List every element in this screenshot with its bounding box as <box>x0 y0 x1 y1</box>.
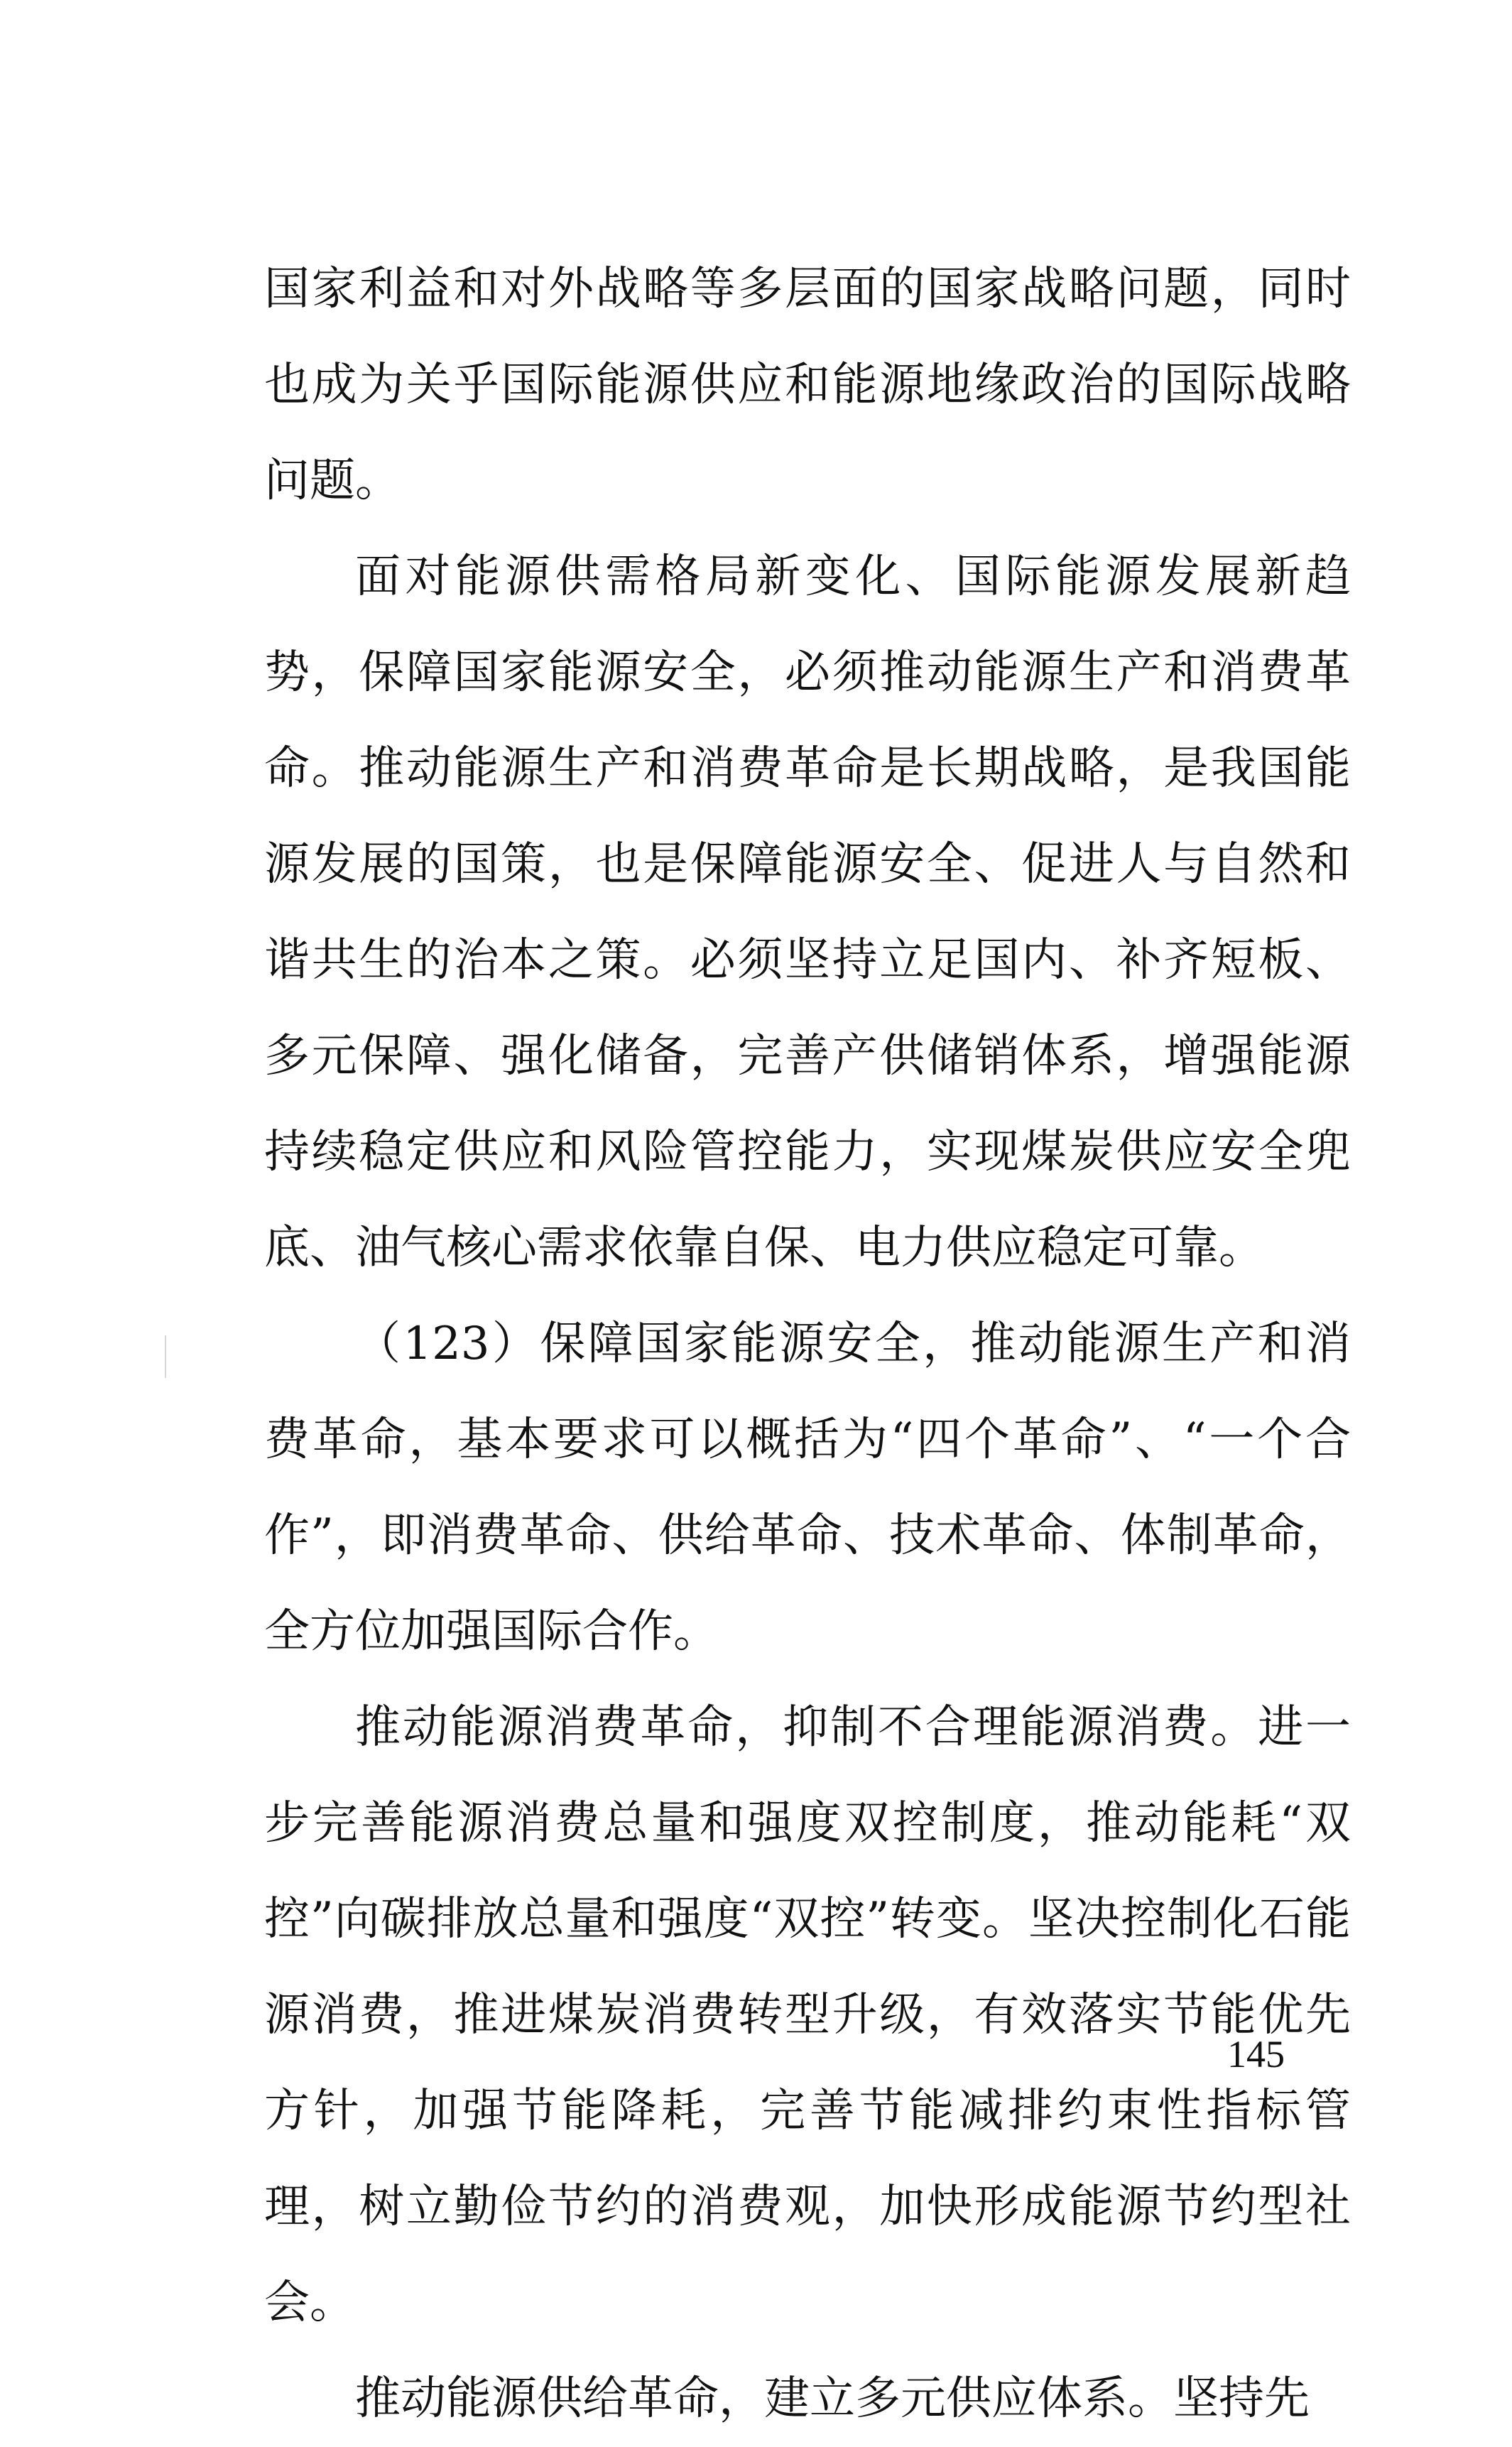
paragraph-3: （123）保障国家能源安全，推动能源生产和消费革命，基本要求可以概括为“四个革命”、“一个合作”，即消费革命、供给革命、技术革命、体制革命，全方位加强国际合作。 <box>264 1318 1351 1658</box>
body-text <box>264 242 1351 2447</box>
page-number: 145 <box>1227 2033 1285 2076</box>
paragraph-5: 推动能源供给革命，建立多元供应体系。坚持先 <box>355 2372 1310 2425</box>
paragraph-2: 面对能源供需格局新变化、国际能源发展新趋势，保障国家能源安全，必须推动能源生产和消费革命。推动能源生产和消费革命是长期战略，是我国能源发展的国策，也是保障能源安全、促进人与自然和谐共生的治本之策。必须坚持立足国内、补齐短板、多元保障、强化储备，完善产供储销体系，增强能源持续稳定供应和风险管控能力，实现煤炭供应安全兜底、油气核心需求依靠自保、电力供应稳定可靠。 <box>264 550 1351 1274</box>
paragraph-1: 国家利益和对外战略等多层面的国家战略问题，同时也成为关乎国际能源供应和能源地缘政治的国际战略问题。 <box>264 263 1351 507</box>
paragraph-4: 推动能源消费革命，抑制不合理能源消费。进一步完善能源消费总量和强度双控制度，推动能耗“双控”向碳排放总量和强度“双控”转变。坚决控制化石能源消费，推进煤炭消费转型升级，有效落实节能优先方针，加强节能降耗，完善节能减排约束性指标管理，树立勤俭节约的消费观，加快形成能源节约型社会。 <box>264 1701 1351 2329</box>
scan-margin-mark <box>165 1335 166 1378</box>
